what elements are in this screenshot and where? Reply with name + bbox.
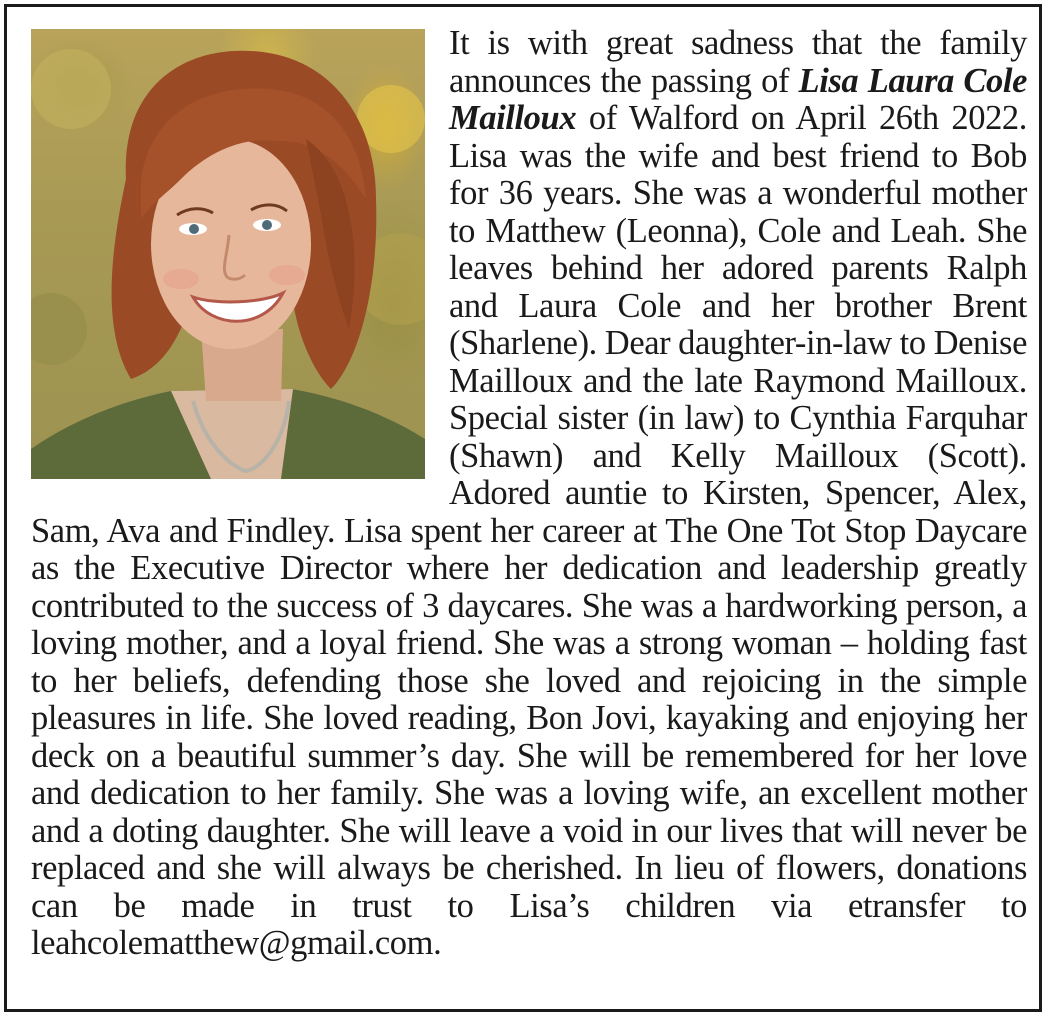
portrait-photo [31,29,425,479]
obituary-main-text: of Walford on April 26th 2022. Lisa was the wife and best friend to Bob for 36 years. She was a wonderful mother to Matthew (Leonna), Cole and Leah. She leaves behind her adored parents Ralph and Laura Cole and her brother Brent (Sharlene). Dear daughter-in-law to Denise Mailloux and the late Raymond Mailloux. Special sister (in law) to Cynthia Farquhar (Shawn) and Kelly Mailloux (Scott). Adored auntie to Kirsten, Spencer, Alex, Sam, Ava and Findley. Lisa spent her career at The One Tot Stop Daycare as the Executive Director where her dedication and leadership greatly contributed to the success of 3 daycares. She was a hardworking person, a loving mother, and a loyal friend. She was a strong woman – holding fast to her beliefs, defending those she loved and rejoicing in the simple pleasures in life. She loved reading, Bon Jovi, kayaking and enjoying her deck on a beautiful summer’s day. She will be remembered for her love and dedication to her family. She was a loving wife, an excellent mother and a doting daughter. She will leave a void in our lives that will never be replaced and she will always be cherished. In lieu of flowers, donations can be made in trust to Lisa’s children via etransfer to leahcolematthew@gmail.com. [31,99,1027,962]
obituary-intro-text: It is with great sadness that the family announces the passing of [449,24,1027,100]
obituary-body [31,25,1027,963]
portrait-illustration [31,29,425,479]
obituary-frame [4,4,1042,1012]
deceased-name: Lisa Laura Cole Mailloux [449,61,1027,137]
